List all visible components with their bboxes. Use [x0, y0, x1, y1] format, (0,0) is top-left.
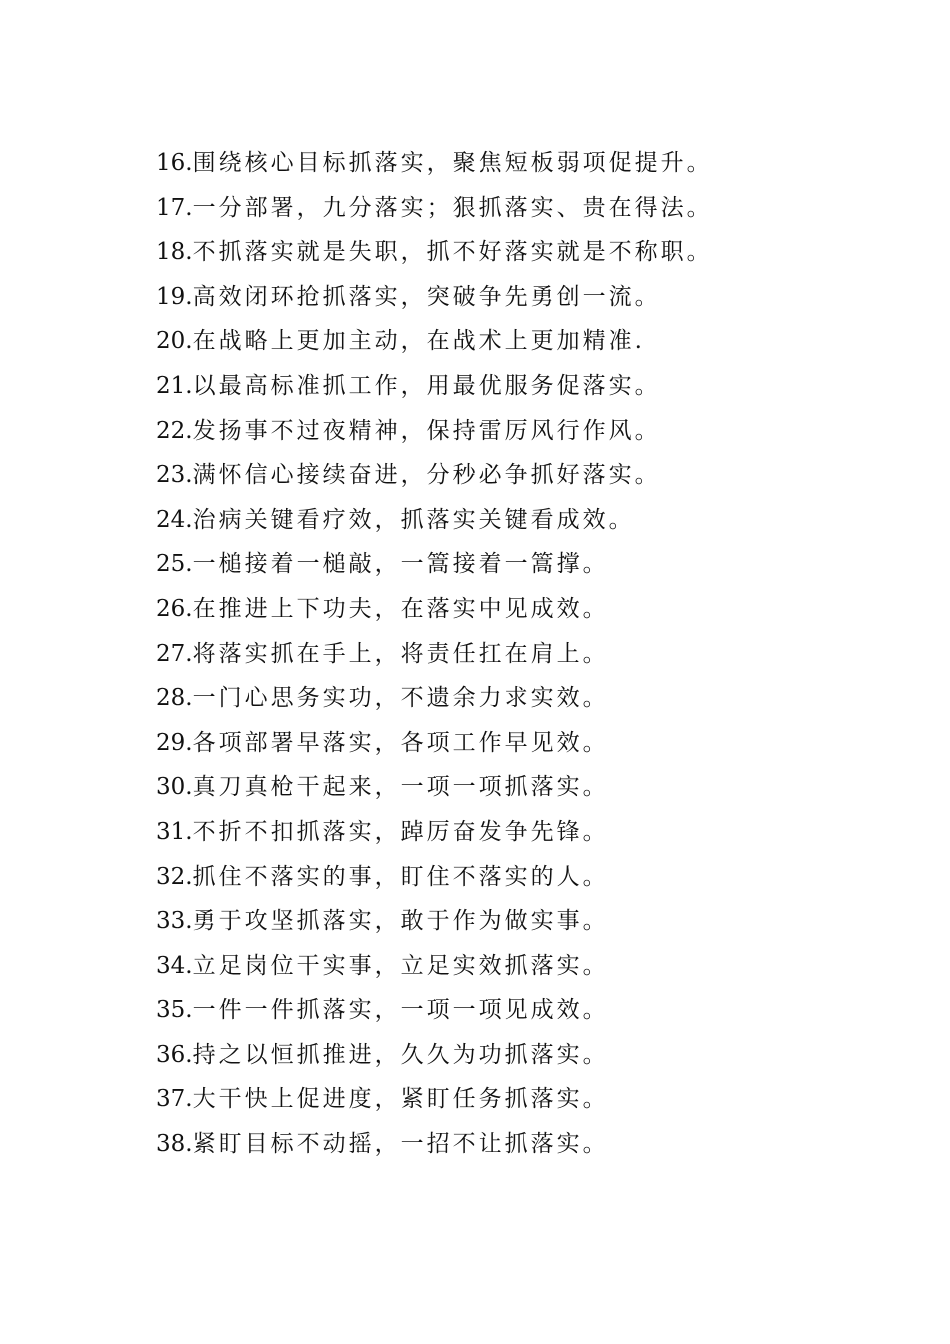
item-number: 17. — [156, 194, 193, 221]
list-item — [156, 721, 713, 766]
item-text: 一分部署，九分落实；狠抓落实、贵在得法。 — [192, 194, 713, 221]
item-number: 35. — [156, 997, 193, 1024]
item-number: 24. — [156, 506, 193, 533]
item-text: 一件一件抓落实，一项一项见成效。 — [192, 997, 609, 1024]
list-item — [156, 364, 713, 409]
item-number: 19. — [156, 283, 193, 310]
list-item — [156, 855, 713, 900]
item-number: 28. — [156, 685, 193, 712]
item-text: 满怀信心接续奋进，分秒必争抓好落实。 — [192, 462, 661, 489]
item-number: 23. — [156, 462, 193, 489]
item-text: 一槌接着一槌敲，一篙接着一篙撑。 — [192, 551, 609, 578]
list-item — [156, 498, 713, 543]
list-item — [156, 141, 713, 186]
list-item — [156, 988, 713, 1033]
item-text: 高效闭环抢抓落实，突破争先勇创一流。 — [192, 283, 661, 310]
item-text: 在战略上更加主动，在战术上更加精准. — [192, 328, 645, 355]
item-number: 31. — [156, 818, 193, 845]
item-number: 38. — [156, 1131, 193, 1158]
item-text: 勇于攻坚抓落实，敢于作为做实事。 — [192, 908, 609, 935]
list-item — [156, 230, 713, 275]
list-item — [156, 409, 713, 454]
item-number: 32. — [156, 863, 193, 890]
item-number: 34. — [156, 952, 193, 979]
item-number: 26. — [156, 595, 193, 622]
list-item — [156, 1122, 713, 1167]
item-number: 37. — [156, 1086, 193, 1113]
item-number: 16. — [156, 150, 193, 176]
list-item — [156, 632, 713, 677]
item-text: 发扬事不过夜精神，保持雷厉风行作风。 — [192, 417, 661, 444]
item-text: 不抓落实就是失职，抓不好落实就是不称职。 — [192, 239, 713, 266]
item-text: 一门心思务实功，不遗余力求实效。 — [192, 685, 609, 712]
slogan-list — [156, 141, 713, 1167]
item-text: 以最高标准抓工作，用最优服务促落实。 — [192, 372, 661, 399]
list-item — [156, 587, 713, 632]
item-text: 抓住不落实的事，盯住不落实的人。 — [192, 863, 609, 890]
list-item — [156, 319, 713, 364]
list-item — [156, 275, 713, 320]
list-item — [156, 542, 713, 587]
item-text: 真刀真枪干起来，一项一项抓落实。 — [192, 774, 609, 801]
item-number: 22. — [156, 417, 193, 444]
list-item — [156, 1033, 713, 1078]
item-text: 紧盯目标不动摇，一招不让抓落实。 — [192, 1131, 609, 1158]
item-text: 各项部署早落实，各项工作早见效。 — [192, 729, 609, 756]
item-text: 不折不扣抓落实，踔厉奋发争先锋。 — [192, 818, 609, 845]
list-item — [156, 944, 713, 989]
list-item — [156, 676, 713, 721]
item-text: 立足岗位干实事，立足实效抓落实。 — [192, 952, 609, 979]
item-text: 在推进上下功夫，在落实中见成效。 — [192, 595, 609, 622]
item-number: 21. — [156, 372, 193, 399]
item-number: 20. — [156, 328, 193, 355]
item-number: 25. — [156, 551, 193, 578]
item-number: 18. — [156, 239, 193, 266]
item-number: 36. — [156, 1041, 193, 1068]
item-text: 将落实抓在手上，将责任扛在肩上。 — [192, 640, 609, 667]
item-text: 围绕核心目标抓落实，聚焦短板弱项促提升。 — [192, 150, 713, 176]
item-number: 29. — [156, 729, 193, 756]
list-item — [156, 186, 713, 231]
list-item — [156, 453, 713, 498]
item-number: 27. — [156, 640, 193, 667]
list-item — [156, 1077, 713, 1122]
list-item — [156, 899, 713, 944]
item-number: 30. — [156, 774, 193, 801]
list-item — [156, 810, 713, 855]
item-text: 治病关键看疗效，抓落实关键看成效。 — [192, 506, 635, 533]
item-number: 33. — [156, 908, 193, 935]
list-item — [156, 765, 713, 810]
item-text: 大干快上促进度，紧盯任务抓落实。 — [192, 1086, 609, 1113]
item-text: 持之以恒抓推进，久久为功抓落实。 — [192, 1041, 609, 1068]
